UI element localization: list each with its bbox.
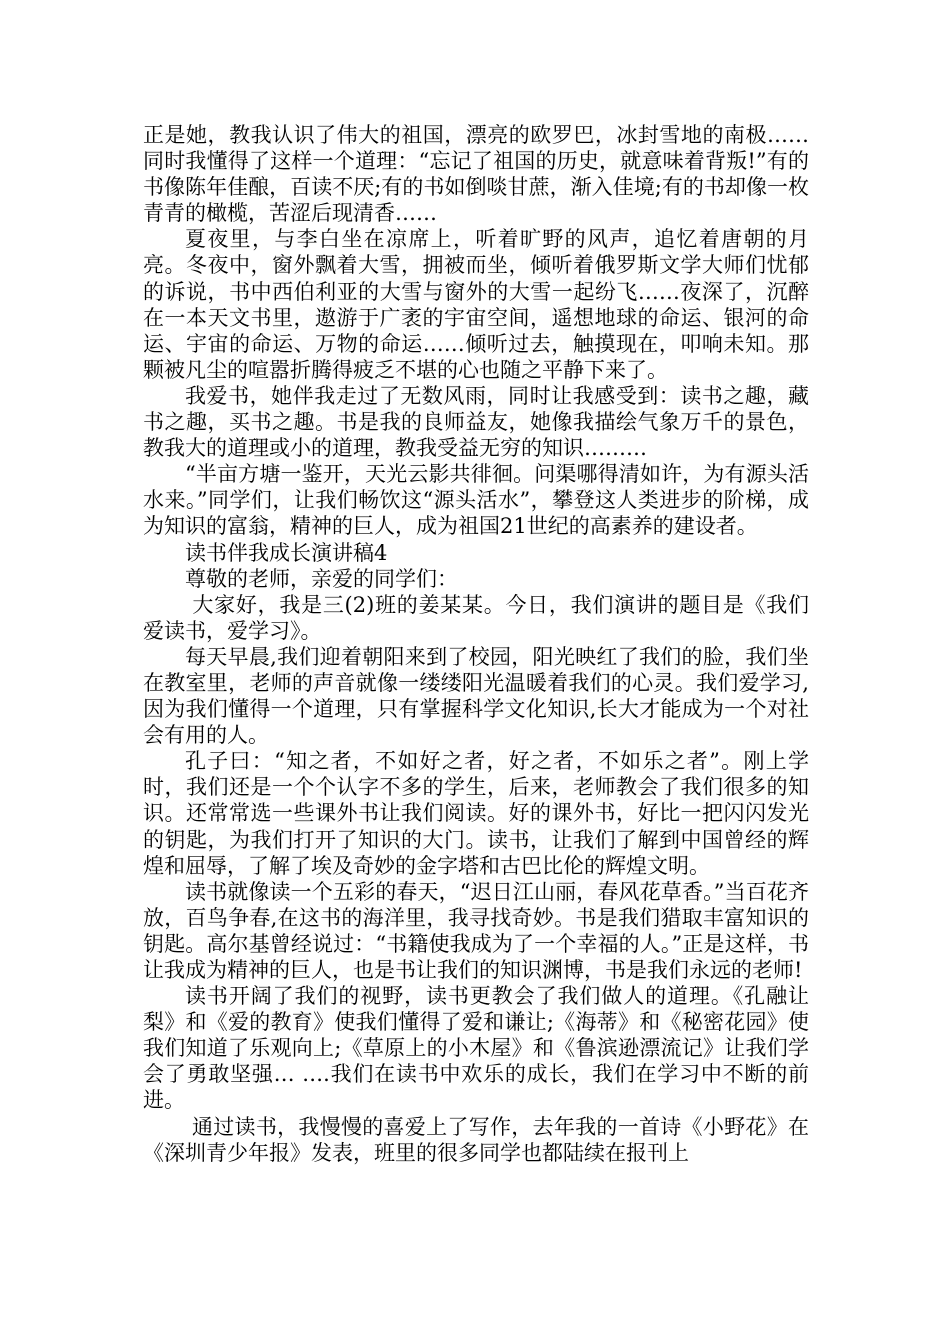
- paragraph-9: 孔子曰：“知之者，不如好之者，好之者，不如乐之者”。刚上学时，我们还是一个个认字不多的学生，后来，老师教会了我们很多的知识。还常常选一些课外书让我们阅读。好的课外书，好比一把闪闪发光的钥匙，为我们打开了知识的大门。读书，让我们了解到中国曾经的辉煌和屈辱，了解了埃及奇妙的金字塔和古巴比伦的辉煌文明。: [143, 749, 809, 878]
- salutation: 尊敬的老师，亲爱的同学们：: [185, 566, 458, 591]
- paragraph-11: 读书开阔了我们的视野，读书更教会了我们做人的道理。《孔融让梨》和《爱的教育》使我们懂得了爱和谦让;《海蒂》和《秘密花园》使我们知道了乐观向上;《草原上的小木屋》和《鲁滨逊漂流记》让我们学会了勇敢坚强… ….我们在读书中欢乐的成长，我们在学习中不断的前进。: [143, 984, 809, 1113]
- paragraph-8: 每天早晨,我们迎着朝阳来到了校园，阳光映红了我们的脸，我们坐在教室里，老师的声音就像一缕缕阳光温暖着我们的心灵。我们爱学习,因为我们懂得一个道理，只有掌握科学文化知识,长大才能成为一个对社会有用的人。: [143, 644, 809, 748]
- paragraph-7: 大家好，我是三(2)班的姜某某。今日，我们演讲的题目是《我们爱读书，爱学习》。: [143, 592, 809, 643]
- section-heading: 读书伴我成长演讲稿4: [185, 540, 388, 565]
- paragraph-2: 夏夜里，与李白坐在凉席上，听着旷野的风声，追忆着唐朝的月亮。冬夜中，窗外飘着大雪，拥被而坐，倾听着俄罗斯文学大师们忧郁的诉说，书中西伯利亚的大雪与窗外的大雪一起纷飞……夜深了，沉醉在一本天文书里，遨游于广袤的宇宙空间，遥想地球的命运、银河的命运、宇宙的命运、万物的命运……倾听过去，触摸现在，叩响未知。那颗被凡尘的喧嚣折腾得疲乏不堪的心也随之平静下来了。: [143, 227, 809, 382]
- paragraph-4: “半亩方塘一鉴开，天光云影共徘徊。问渠哪得清如许，为有源头活水来。”同学们，让我们畅饮这“源头活水”，攀登这人类进步的阶梯，成为知识的富翁，精神的巨人，成为祖国21世纪的高素养的建设者。: [143, 462, 809, 539]
- paragraph-12: 通过读书，我慢慢的喜爱上了写作，去年我的一首诗《小野花》在《深圳青少年报》发表，班里的很多同学也都陆续在报刊上: [143, 1114, 809, 1165]
- paragraph-10: 读书就像读一个五彩的春天，“迟日江山丽，春风花草香。”当百花齐放，百鸟争春,在这书的海洋里，我寻找奇妙。书是我们猎取丰富知识的钥匙。高尔基曾经说过：“书籍使我成为了一个幸福的人。”正是这样，书让我成为精神的巨人，也是书让我们的知识渊博，书是我们永远的老师!: [143, 879, 809, 982]
- paragraph-3: 我爱书，她伴我走过了无数风雨，同时让我感受到：读书之趣，藏书之趣，买书之趣。书是我的良师益友，她像我描绘气象万千的景色，教我大的道理或小的道理，教我受益无穷的知识………: [143, 383, 809, 461]
- paragraph-1: 正是她，教我认识了伟大的祖国，漂亮的欧罗巴，冰封雪地的南极……同时我懂得了这样一个道理：“忘记了祖国的历史，就意味着背叛!”有的书像陈年佳酿，百读不厌;有的书如倒啖甘蔗，渐入佳境;有的书却像一枚青青的橄榄，苦涩后现清香……: [143, 123, 809, 226]
- document-page: [143, 122, 809, 1166]
